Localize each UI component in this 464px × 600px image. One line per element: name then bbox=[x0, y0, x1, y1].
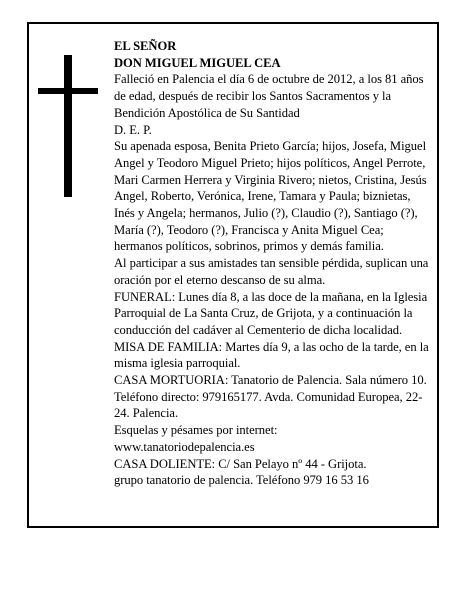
cross-icon bbox=[38, 55, 98, 197]
prayer-request-paragraph: Al participar a sus amistades tan sensible pérdida, suplican una oración por el eterno descanso de su alma. bbox=[114, 256, 429, 287]
family-paragraph: Su apenada esposa, Benita Prieto García; hijos, Josefa, Miguel Angel y Teodoro Miguel Prieto; hijos políticos, Angel Perrote, Mari Carmen Herrera y Virginia Rivero; nietos, Cristina, Jesús Angel, Roberto, Verónica, Irene, Tamara y Paula; biznietas, Inés y Angela; hermanos, Julio (?), Claudio (?), Santiago (?), María (?), Teodoro (?), Francisca y Anita Miguel Cea; hermanos políticos, sobrinos, primos y demás familia. bbox=[114, 139, 427, 254]
cross-vertical-bar bbox=[64, 55, 72, 197]
funeral-paragraph: FUNERAL: Lunes día 8, a las doce de la mañana, en la Iglesia Parroquial de La Santa Cruz, de Grijota, y a continuación la conducción del cadáver al Cementerio de dicha localidad. MISA DE FAMILIA: Martes día 9, a las ocho de la tarde, en la misma iglesia parroquial. bbox=[114, 289, 429, 371]
rip-line: D. E. P. bbox=[114, 122, 152, 137]
cross-horizontal-bar bbox=[38, 88, 98, 94]
contact-line: grupo tanatorio de palencia. Teléfono 979 16 53 16 bbox=[114, 473, 369, 488]
family-home-line: CASA DOLIENTE: C/ San Pelayo nº 44 - Grijota. bbox=[114, 456, 367, 471]
obituary-text bbox=[114, 38, 430, 489]
deceased-name: DON MIGUEL MIGUEL CEA bbox=[114, 55, 281, 70]
death-notice-paragraph: Falleció en Palencia el día 6 de octubre de 2012, a los 81 años de edad, después de recibir los Santos Sacramentos y la Bendición Apostólica de Su Santidad bbox=[114, 72, 424, 120]
heading-line-1: EL SEÑOR bbox=[114, 39, 177, 53]
internet-notice-line: Esquelas y pésames por internet: bbox=[114, 423, 278, 438]
funeral-home-paragraph: CASA MORTUORIA: Tanatorio de Palencia. Sala número 10. Teléfono directo: 979165177. Avda. Comunidad Europea, 22-24. Palencia. bbox=[114, 373, 427, 421]
website-line: www.tanatoriodepalencia.es bbox=[114, 439, 255, 454]
